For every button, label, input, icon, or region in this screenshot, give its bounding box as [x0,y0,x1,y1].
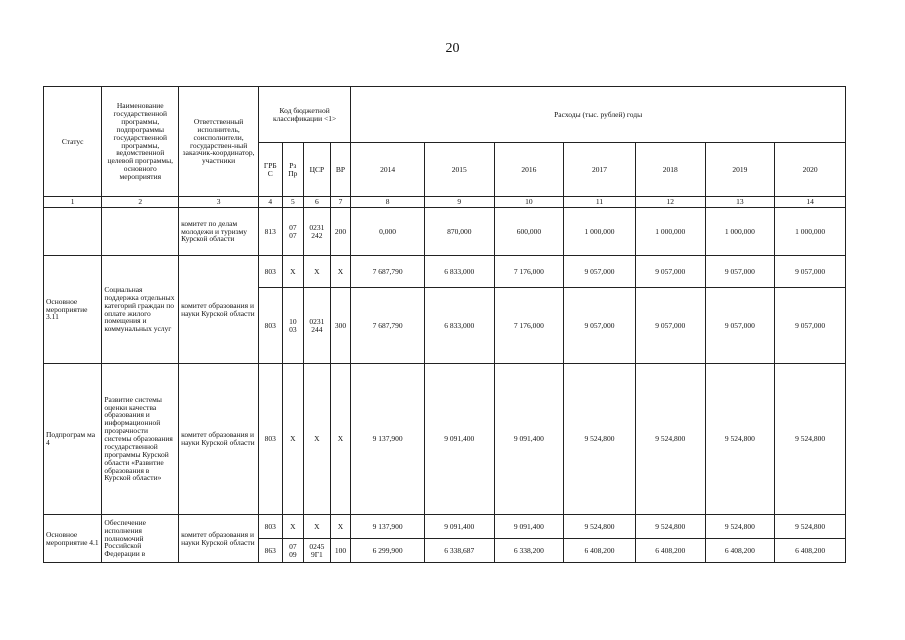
rzpr-cell: 07 07 [282,208,304,256]
value-cell: 7 176,000 [494,256,564,288]
grbs-cell: 813 [259,208,283,256]
status-cell: Основное мероприятие 4.1 [44,515,102,563]
value-cell: 9 091,400 [494,364,564,515]
value-cell: 6 408,200 [705,539,775,563]
value-cell: 9 524,800 [564,515,636,539]
value-cell: 9 524,800 [635,515,705,539]
header-expenses: Расходы (тыс. рублей) годы [351,87,846,143]
header-year: 2014 [351,143,425,197]
index-cell: 2 [102,197,179,208]
value-cell: 1 000,000 [775,208,846,256]
value-cell: 9 524,800 [775,515,846,539]
value-cell: 870,000 [424,208,494,256]
value-cell: 9 057,000 [635,288,705,364]
index-cell: 12 [635,197,705,208]
value-cell: 1 000,000 [705,208,775,256]
name-cell: Обеспечение исполнения полномочий Российской Федерации в [102,515,179,563]
value-cell: 1 000,000 [564,208,636,256]
vr-cell: X [330,364,351,515]
value-cell: 9 524,800 [705,364,775,515]
value-cell: 6 408,200 [564,539,636,563]
value-cell: 6 338,200 [494,539,564,563]
page-number: 20 [445,41,460,56]
csr-cell: 0231 244 [304,288,331,364]
value-cell: 9 091,400 [424,515,494,539]
rzpr-cell: X [282,515,304,539]
vr-cell: 100 [330,539,351,563]
status-cell: Подпрограм ма 4 [44,364,102,515]
table-row [44,208,846,256]
value-cell: 0,000 [351,208,425,256]
value-cell: 6 299,900 [351,539,425,563]
rzpr-cell: 07 09 [282,539,304,563]
value-cell: 6 408,200 [775,539,846,563]
index-cell: 3 [179,197,259,208]
status-cell: Основное мероприятие 3.11 [44,256,102,364]
index-row [44,197,846,208]
index-cell: 6 [304,197,331,208]
csr-cell: X [304,515,331,539]
value-cell: 9 057,000 [775,288,846,364]
value-cell: 6 833,000 [424,256,494,288]
csr-cell: X [304,256,331,288]
csr-cell: 0231 242 [304,208,331,256]
table-row [44,364,846,515]
value-cell: 6 833,000 [424,288,494,364]
value-cell: 9 524,800 [705,515,775,539]
value-cell: 9 057,000 [705,256,775,288]
grbs-cell: 803 [259,288,283,364]
index-cell: 10 [494,197,564,208]
name-cell: Развитие системы оценки качества образования и информационной прозрачности системы образования государственной программы Курской области «Развитие образования в Курской области» [102,364,179,515]
index-cell: 8 [351,197,425,208]
rzpr-cell: X [282,256,304,288]
header-rzpr: Рз Пр [282,143,304,197]
csr-cell: 0245 9Г1 [304,539,331,563]
value-cell: 6 408,200 [635,539,705,563]
value-cell: 9 137,900 [351,515,425,539]
value-cell: 9 057,000 [775,256,846,288]
value-cell: 7 687,790 [351,256,425,288]
value-cell: 9 524,800 [564,364,636,515]
csr-cell: X [304,364,331,515]
value-cell: 600,000 [494,208,564,256]
executor-cell: комитет образования и науки Курской области [179,515,259,563]
header-year: 2020 [775,143,846,197]
index-cell: 5 [282,197,304,208]
header-budget-code: Код бюджетной классификации <1> [259,87,351,143]
table-row [44,515,846,539]
header-executor: Ответственный исполнитель, соисполнители, государствен-ный заказчик-координатор, участники [179,87,259,197]
grbs-cell: 803 [259,256,283,288]
value-cell: 1 000,000 [635,208,705,256]
value-cell: 9 057,000 [705,288,775,364]
header-grbs: ГРБ С [259,143,283,197]
header-year: 2016 [494,143,564,197]
index-cell: 9 [424,197,494,208]
budget-table [43,86,846,563]
grbs-cell: 803 [259,364,283,515]
value-cell: 9 057,000 [564,288,636,364]
vr-cell: 200 [330,208,351,256]
vr-cell: X [330,515,351,539]
value-cell: 9 091,400 [494,515,564,539]
name-cell [102,208,179,256]
value-cell: 7 176,000 [494,288,564,364]
vr-cell: X [330,256,351,288]
header-csr: ЦСР [304,143,331,197]
header-status: Статус [44,87,102,197]
index-cell: 1 [44,197,102,208]
header-row-1 [44,87,846,143]
status-cell [44,208,102,256]
grbs-cell: 863 [259,539,283,563]
value-cell: 9 091,400 [424,364,494,515]
index-cell: 11 [564,197,636,208]
name-cell: Социальная поддержка отдельных категорий граждан по оплате жилого помещения и коммунальных услуг [102,256,179,364]
header-name: Наименование государственной программы, подпрограммы государственной программы, ведомственной целевой программы, основного мероприятия [102,87,179,197]
value-cell: 9 057,000 [635,256,705,288]
rzpr-cell: X [282,364,304,515]
header-year: 2018 [635,143,705,197]
header-year: 2019 [705,143,775,197]
value-cell: 7 687,790 [351,288,425,364]
table-row [44,256,846,288]
rzpr-cell: 10 03 [282,288,304,364]
index-cell: 13 [705,197,775,208]
executor-cell: комитет по делам молодежи и туризму Курской области [179,208,259,256]
value-cell: 6 338,687 [424,539,494,563]
executor-cell: комитет образования и науки Курской области [179,364,259,515]
grbs-cell: 803 [259,515,283,539]
vr-cell: 300 [330,288,351,364]
value-cell: 9 137,900 [351,364,425,515]
executor-cell: комитет образования и науки Курской области [179,256,259,364]
index-cell: 14 [775,197,846,208]
header-year: 2015 [424,143,494,197]
header-vr: ВР [330,143,351,197]
header-year: 2017 [564,143,636,197]
index-cell: 7 [330,197,351,208]
index-cell: 4 [259,197,283,208]
value-cell: 9 524,800 [775,364,846,515]
value-cell: 9 057,000 [564,256,636,288]
value-cell: 9 524,800 [635,364,705,515]
